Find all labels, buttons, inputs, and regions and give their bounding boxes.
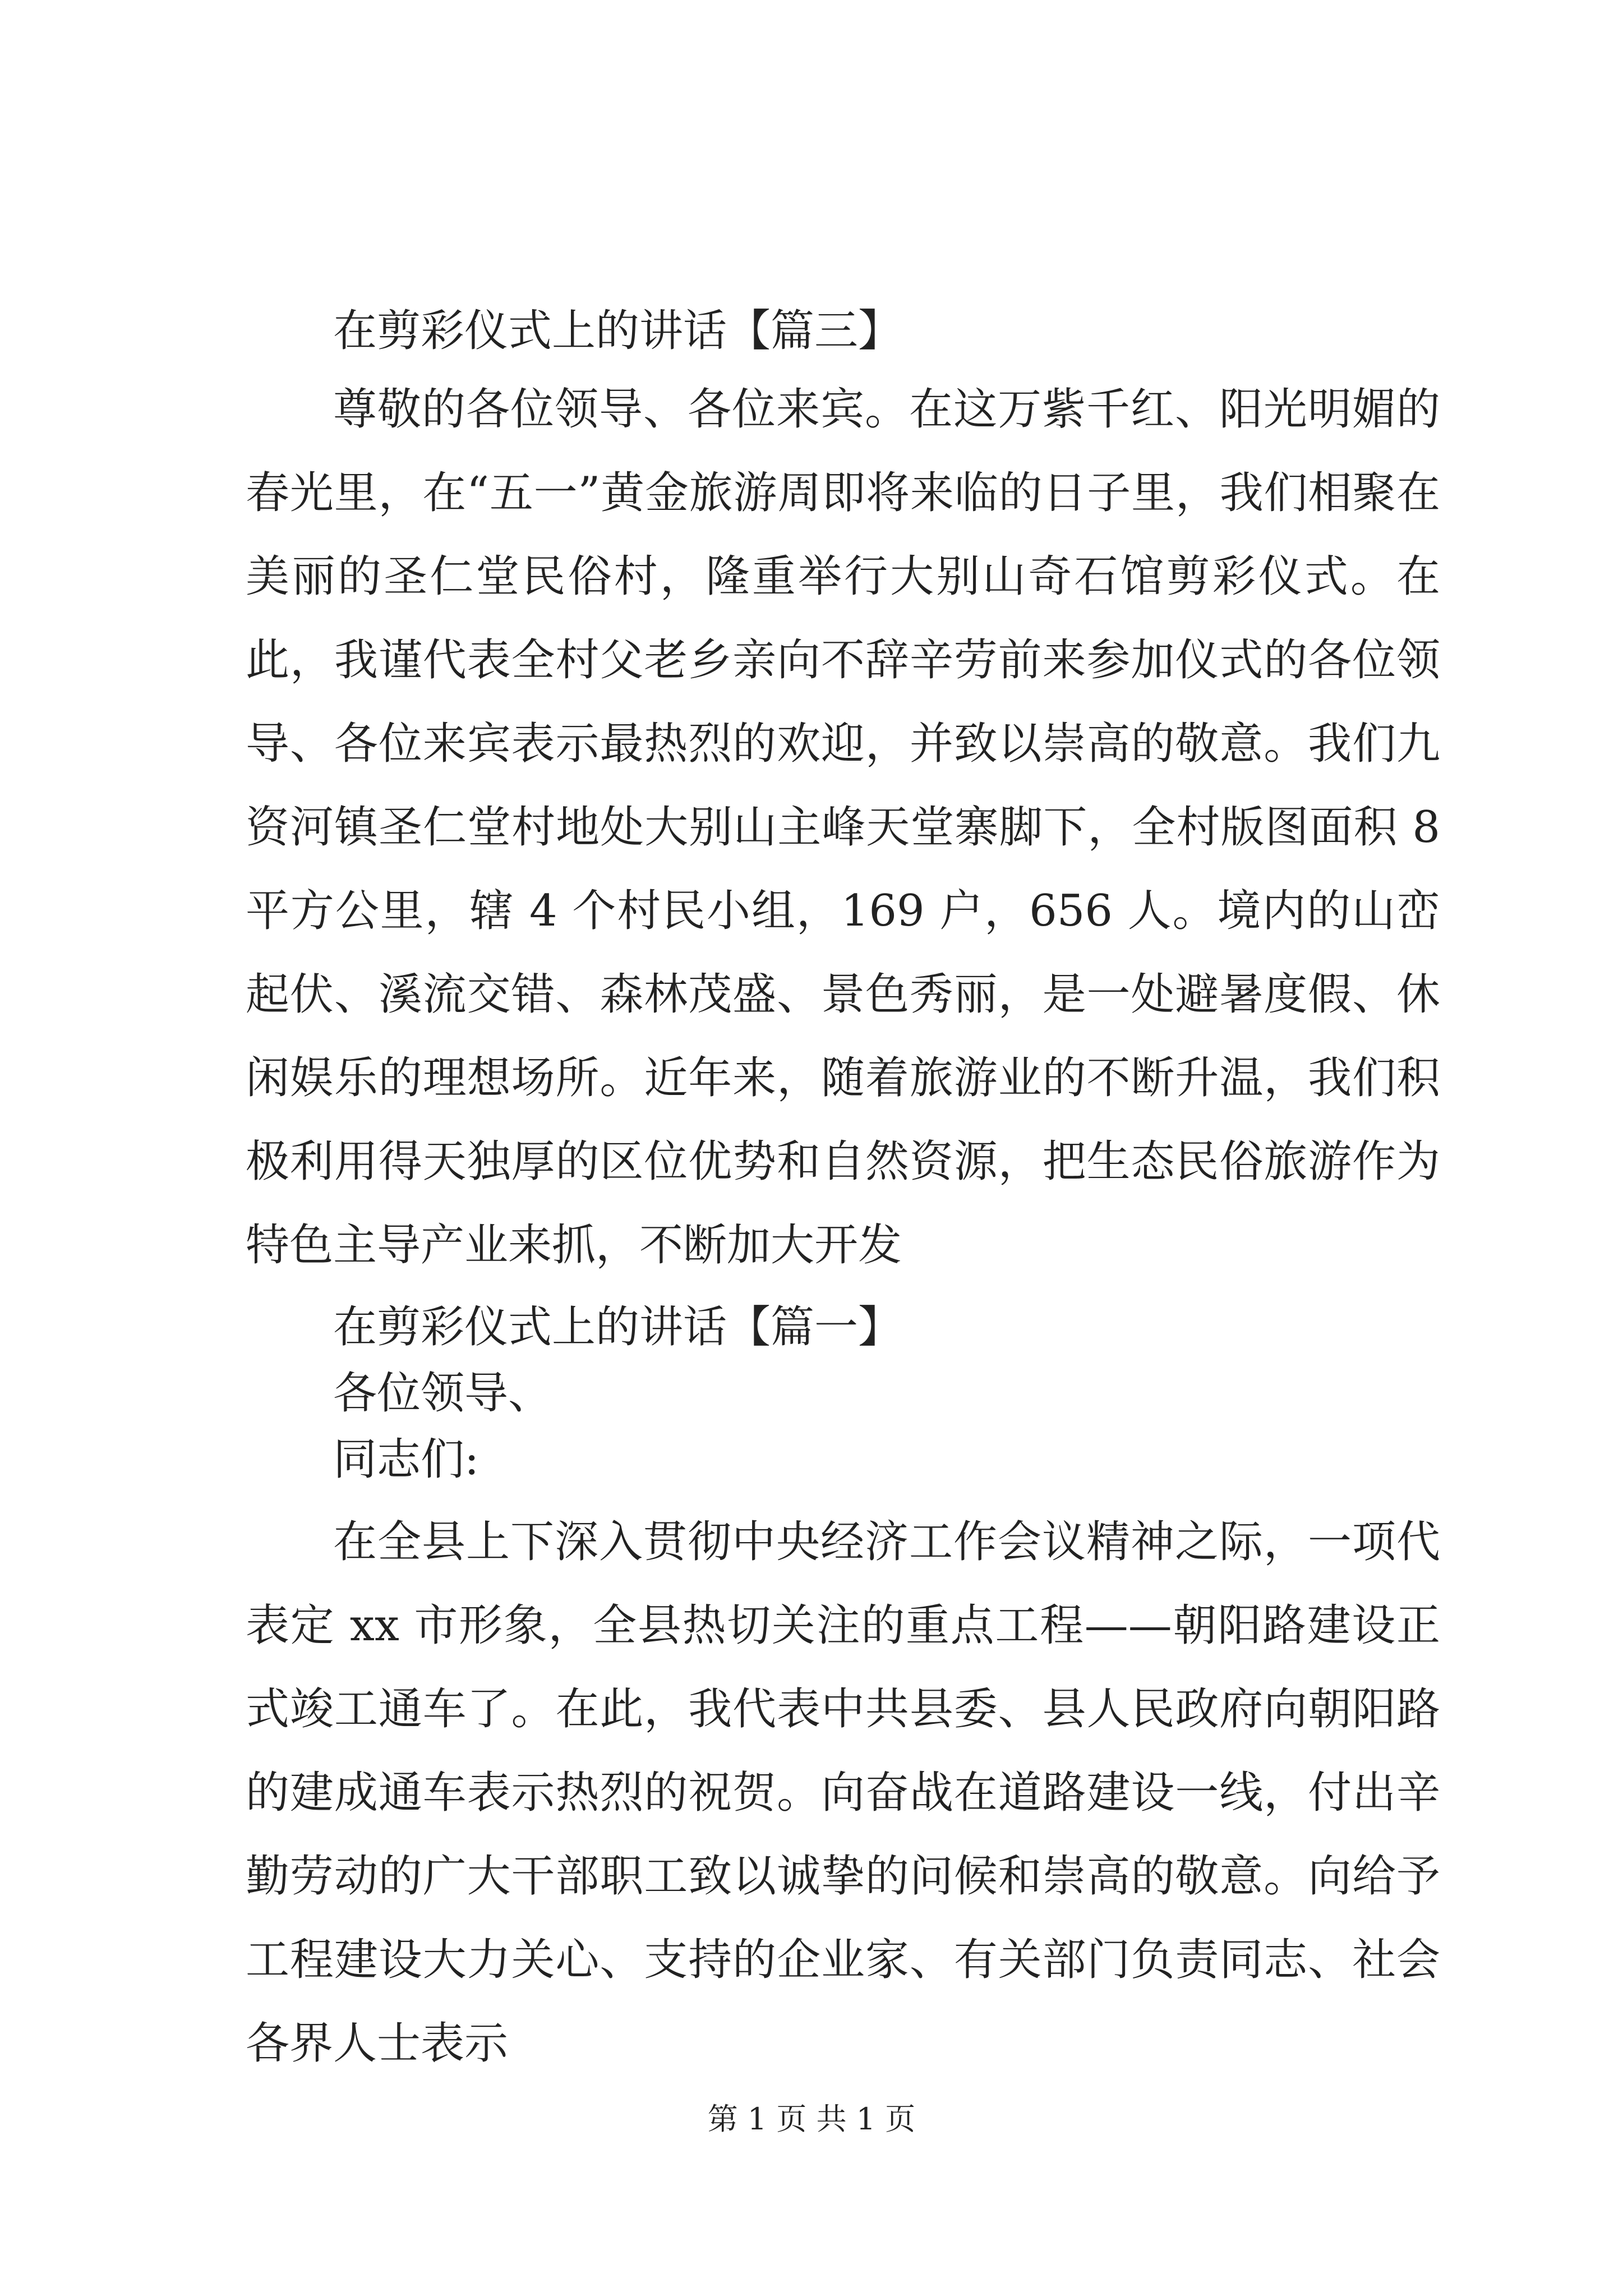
page-number-footer: 第 1 页 共 1 页 (707, 2101, 916, 2137)
section-heading-3: 在剪彩仪式上的讲话【篇三】 (333, 306, 902, 356)
document-body (246, 303, 1440, 2086)
section-heading-1: 在剪彩仪式上的讲话【篇一】 (333, 1302, 902, 1352)
salutation-leaders: 各位领导、 (333, 1368, 552, 1419)
salutation-comrades: 同志们: (333, 1434, 479, 1485)
section-paragraph-1: 在全县上下深入贯彻中央经济工作会议精神之际，一项代表定 xx 市形象，全县热切关注的重点工程——朝阳路建设正式竣工通车了。在此，我代表中共县委、县人民政府向朝阳路的建成通车表示热烈的祝贺。向奋战在道路建设一线，付出辛勤劳动的广大干部职工致以诚挚的问候和崇高的敬意。向给予工程建设大力关心、支持的企业家、有关部门负责同志、社会各界人士表示 (246, 1517, 1440, 2069)
section-paragraph-3: 尊敬的各位领导、各位来宾。在这万紫千红、阳光明媚的春光里，在“五一”黄金旅游周即将来临的日子里，我们相聚在美丽的圣仁堂民俗村，隆重举行大别山奇石馆剪彩仪式。在此，我谨代表全村父老乡亲向不辞辛劳前来参加仪式的各位领导、各位来宾表示最热烈的欢迎，并致以崇高的敬意。我们九资河镇圣仁堂村地处大别山主峰天堂寨脚下，全村版图面积 8 平方公里，辖 4 个村民小组，169 户，656 人。境内的山峦起伏、溪流交错、森林茂盛、景色秀丽，是一处避暑度假、休闲娱乐的理想场所。近年来，随着旅游业的不断升温，我们积极利用得天独厚的区位优势和自然资源，把生态民俗旅游作为特色主导产业来抓，不断加大开发 (246, 384, 1440, 1271)
